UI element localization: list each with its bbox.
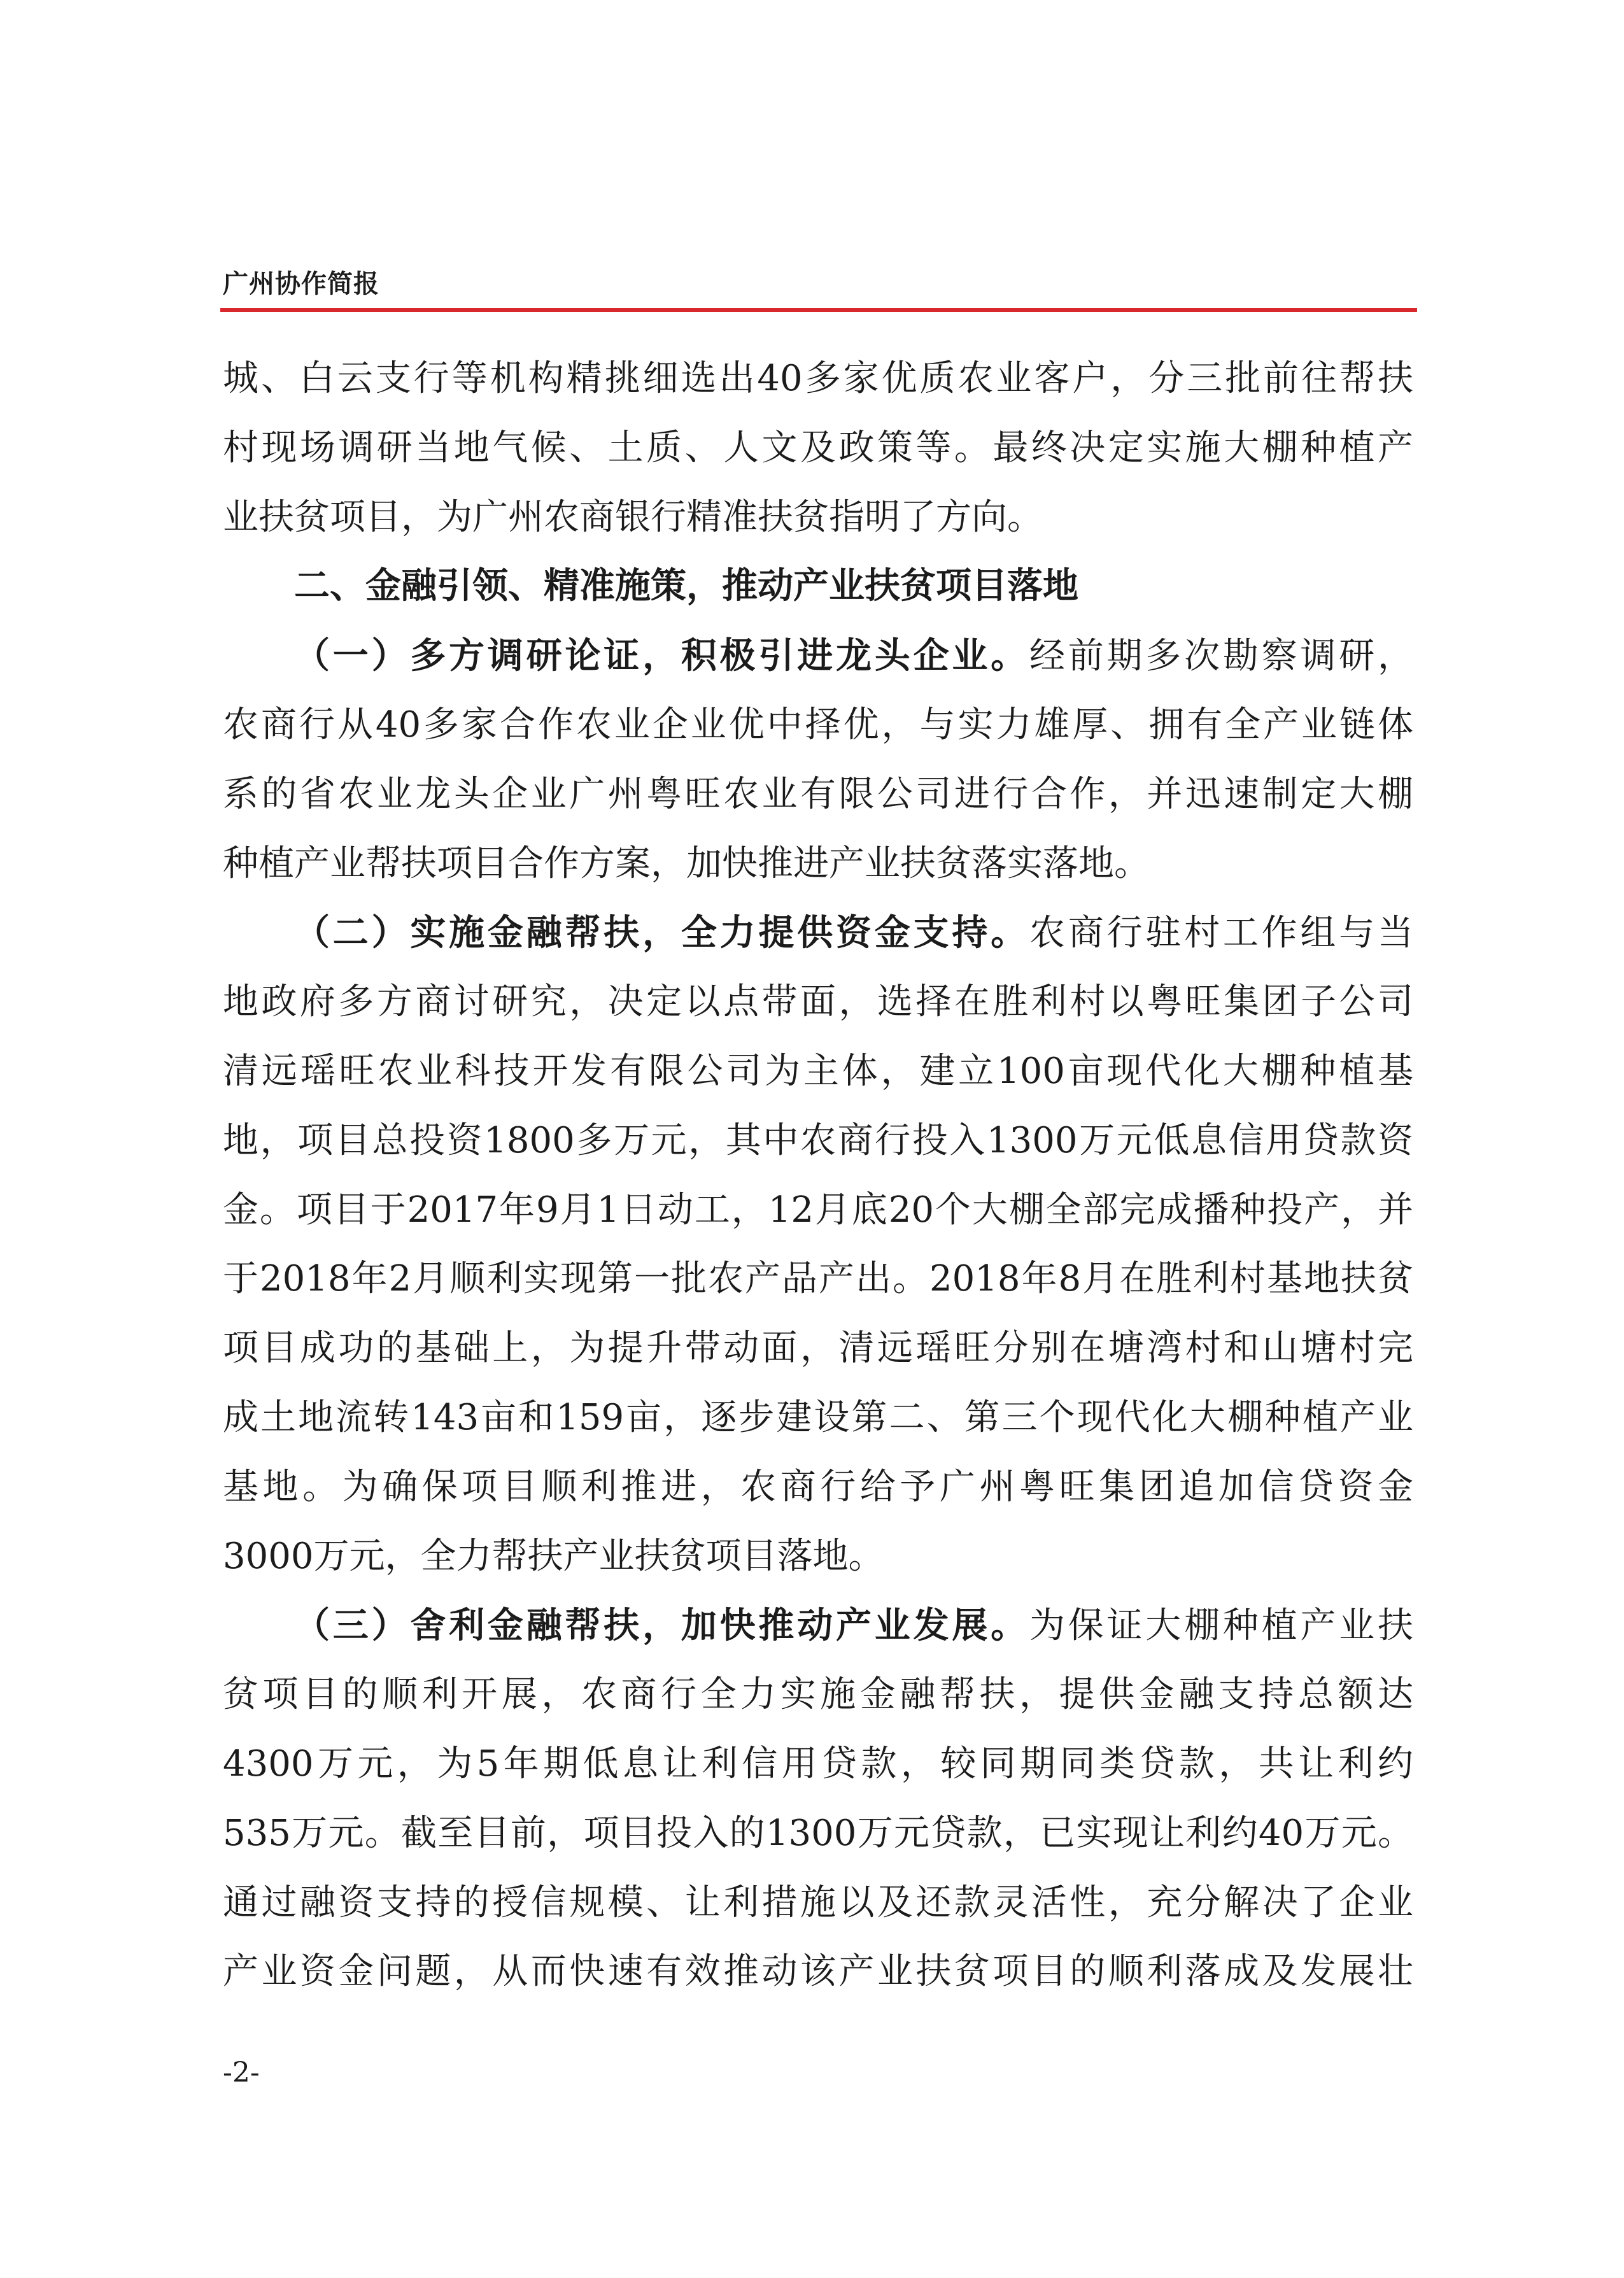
body-line: 贫项目的顺利开展，农商行全力实施金融帮扶，提供金融支持总额达 bbox=[223, 1674, 1413, 1716]
body-line: 城、白云支行等机构精挑细选出40多家优质农业客户，分三批前往帮扶 bbox=[223, 358, 1413, 399]
body-line: 种植产业帮扶项目合作方案，加快推进产业扶贫落实落地。 bbox=[223, 842, 1150, 884]
body-line: 农商行从40多家合作农业企业优中择优，与实力雄厚、拥有全产业链体 bbox=[223, 704, 1413, 746]
publication-title: 广州协作简报 bbox=[223, 269, 379, 299]
section-heading: 二、金融引领、精准施策，推动产业扶贫项目落地 bbox=[294, 565, 1078, 607]
paragraph bbox=[223, 344, 1413, 552]
body-line: 村现场调研当地气候、土质、人文及政策等。最终决定实施大棚种植产 bbox=[223, 427, 1413, 469]
body-line: 地政府多方商讨研究，决定以点带面，选择在胜利村以粤旺集团子公司 bbox=[223, 981, 1413, 1023]
paragraph bbox=[223, 898, 1413, 1591]
body-line: 系的省农业龙头企业广州粤旺农业有限公司进行合作，并迅速制定大棚 bbox=[223, 773, 1413, 815]
body-line: 4300万元，为5年期低息让利信用贷款，较同期同类贷款，共让利约 bbox=[223, 1743, 1413, 1785]
body-line: 基地。为确保项目顺利推进，农商行给予广州粤旺集团追加信贷资金 bbox=[223, 1466, 1413, 1508]
body-line: 于2018年2月顺利实现第一批农产品产出。2018年8月在胜利村基地扶贫 bbox=[223, 1258, 1413, 1300]
body-line-text: 为保证大棚种植产业扶 bbox=[1029, 1605, 1414, 1647]
body-line: 项目成功的基础上，为提升带动面，清远瑶旺分别在塘湾村和山塘村完 bbox=[223, 1327, 1413, 1369]
body-line bbox=[223, 621, 1413, 691]
paragraph bbox=[223, 1591, 1413, 2007]
body-line: 通过融资支持的授信规模、让利措施以及还款灵活性，充分解决了企业 bbox=[223, 1881, 1413, 1923]
body-line: 3000万元，全力帮扶产业扶贫项目落地。 bbox=[223, 1535, 884, 1577]
body-line bbox=[223, 898, 1413, 968]
body-line: 成土地流转143亩和159亩，逐步建设第二、第三个现代化大棚种植产业 bbox=[223, 1396, 1413, 1438]
paragraph-lead: （三）舍利金融帮扶，加快推动产业发展。 bbox=[294, 1604, 1029, 1647]
page-number: -2- bbox=[223, 2056, 260, 2089]
paragraph bbox=[223, 621, 1413, 898]
body-line: 产业资金问题，从而快速有效推动该产业扶贫项目的顺利落成及发展壮 bbox=[223, 1951, 1413, 1993]
body-line: 535万元。截至目前，项目投入的1300万元贷款，已实现让利约40万元。 bbox=[223, 1812, 1413, 1854]
body-line-text: 农商行驻村工作组与当 bbox=[1029, 912, 1414, 954]
body-line bbox=[223, 1591, 1413, 1660]
body-line: 金。项目于2017年9月1日动工，12月底20个大棚全部完成播种投产，并 bbox=[223, 1189, 1413, 1231]
body-line: 业扶贫项目，为广州农商银行精准扶贫指明了方向。 bbox=[223, 496, 1043, 538]
body-line: 清远瑶旺农业科技开发有限公司为主体，建立100亩现代化大棚种植基 bbox=[223, 1050, 1413, 1092]
body-line-text: 经前期多次勘察调研， bbox=[1029, 635, 1414, 677]
paragraph-lead: （一）多方调研论证，积极引进龙头企业。 bbox=[294, 635, 1029, 677]
body-line: 地，项目总投资1800多万元，其中农商行投入1300万元低息信用贷款资 bbox=[223, 1119, 1413, 1161]
header-rule bbox=[220, 308, 1417, 312]
paragraph-lead: （二）实施金融帮扶，全力提供资金支持。 bbox=[294, 912, 1029, 954]
document-body bbox=[223, 344, 1413, 2007]
